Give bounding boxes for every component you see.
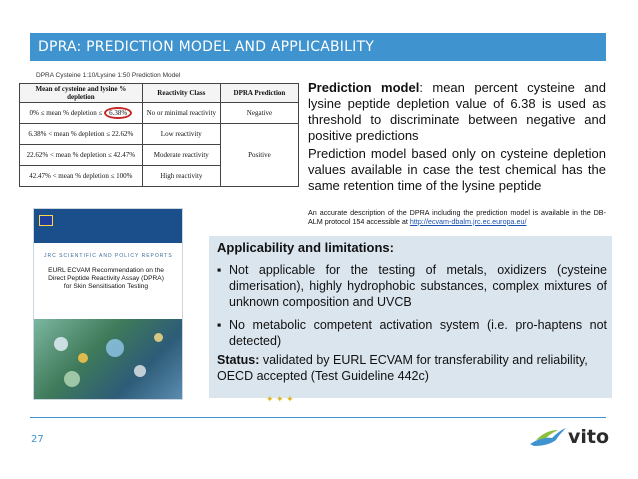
protocol-note: An accurate description of the DPRA including the prediction model is available in the DB-ALM protocol 154 accessible at http://ecvam-dbalm.jrc.ec.europa.eu/ [308, 208, 606, 226]
class-cell: Moderate reactivity [142, 145, 220, 166]
eu-stars-decoration: ✦ ✦ ✦ [266, 394, 294, 404]
footer-divider [30, 417, 606, 418]
class-cell: No or minimal reactivity [142, 103, 220, 124]
header-prediction: DPRA Prediction [220, 84, 298, 103]
prediction-paragraph-2: Prediction model based only on cysteine depletion values available in case the test chemical has the same retention time of the lysine peptide [308, 146, 606, 193]
title-bar [30, 33, 606, 61]
range-cell: 22.62% < mean % depletion ≤ 42.47% [20, 145, 143, 166]
bullet-item: ▪ No metabolic competent activation system (i.e. pro-haptens not detected) [217, 318, 607, 348]
cover-series: JRC SCIENTIFIC AND POLICY REPORTS [44, 253, 173, 259]
vito-logo [528, 424, 610, 452]
vito-bird-icon [528, 424, 568, 452]
bullet-marker: ▪ [217, 318, 222, 332]
highlight-circle: 6.38% [104, 107, 132, 119]
report-cover-image [33, 208, 183, 400]
logo-text: vito [568, 426, 610, 448]
class-cell: High reactivity [142, 166, 220, 187]
cover-header [34, 209, 182, 243]
class-cell: Low reactivity [142, 124, 220, 145]
prediction-cell: Positive [220, 124, 298, 187]
bullet-item: ▪ Not applicable for the testing of metals, oxidizers (cysteine dimerisation), highly hydrophobic substances, complex mixtures of unknown composition and UVCB [217, 263, 607, 309]
status-text: Status: validated by EURL ECVAM for transferability and reliability, OECD accepted (Test Guideline 442c) [217, 353, 588, 383]
prediction-label: Prediction model [308, 80, 420, 95]
dbalm-link[interactable]: http://ecvam-dbalm.jrc.ec.europa.eu/ [409, 216, 527, 226]
table-caption: DPRA Cysteine 1:10/Lysine 1:50 Prediction Model [36, 72, 181, 79]
range-cell: 0% ≤ mean % depletion ≤ 6.38% [20, 103, 143, 124]
range-cell: 6.38% < mean % depletion ≤ 22.62% [20, 124, 143, 145]
cover-title: EURL ECVAM Recommendation on the Direct Peptide Reactivity Assay (DPRA) for Skin Sensitisation Testing [48, 267, 164, 290]
prediction-model-text [308, 80, 606, 196]
applicability-heading: Applicability and limitations: [217, 240, 394, 255]
prediction-cell: Negative [220, 103, 298, 124]
prediction-paragraph-1: Prediction model: mean percent cysteine and lysine peptide depletion value of 6.38 is used as threshold to discriminate between negative and positive predictions [308, 80, 606, 143]
eu-flag-icon [39, 215, 53, 226]
table-row [20, 124, 299, 145]
status-label: Status: [217, 353, 260, 367]
header-depletion: Mean of cysteine and lysine % depletion [20, 84, 143, 103]
prediction-model-table [19, 83, 299, 187]
header-reactivity: Reactivity Class [142, 84, 220, 103]
cover-molecule-illustration [34, 319, 182, 399]
table-row [20, 103, 299, 124]
bullet-marker: ▪ [217, 263, 222, 277]
slide-title: DPRA: PREDICTION MODEL AND APPLICABILITY [38, 39, 374, 55]
page-number: 27 [31, 434, 44, 445]
range-cell: 42.47% < mean % depletion ≤ 100% [20, 166, 143, 187]
applicability-panel [209, 236, 612, 398]
